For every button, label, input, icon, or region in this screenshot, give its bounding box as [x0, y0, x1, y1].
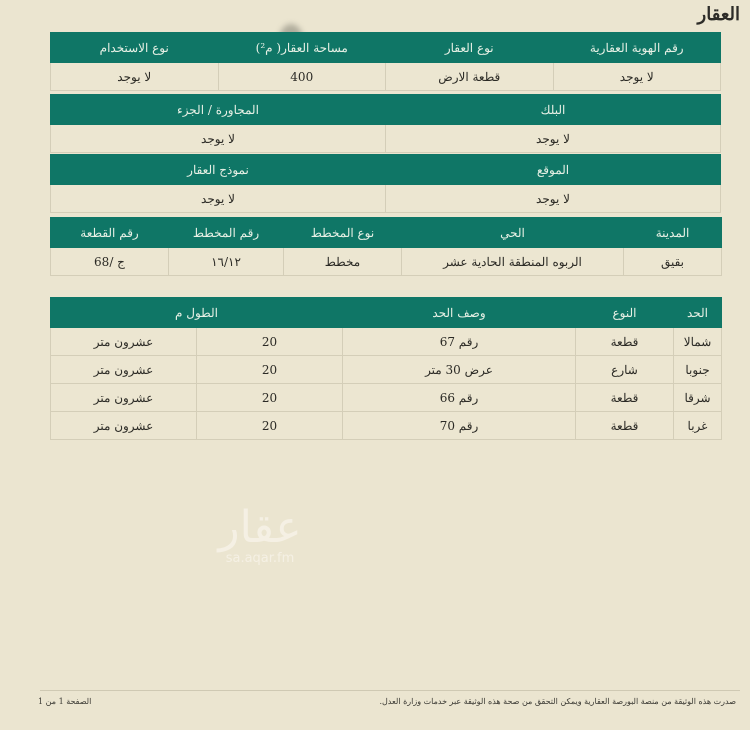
block-info-table: [50, 94, 721, 153]
header-length: الطول م: [51, 298, 343, 328]
header-district: الحي: [402, 218, 624, 248]
header-usage-type: نوع الاستخدام: [51, 33, 219, 63]
header-plan-type: نوع المخطط: [284, 218, 402, 248]
footer-note: صدرت هذه الوثيقة من منصة البورصة العقارية ويمكن التحقق من صحة هذه الوثيقة عبر خدمات وزارة العدل.: [379, 697, 736, 706]
boundary-desc: رقم 70: [343, 412, 576, 440]
boundary-length: 20: [197, 356, 343, 384]
watermark-logo-text: عقار: [218, 502, 302, 553]
header-plot-number: رقم القطعة: [51, 218, 169, 248]
header-boundary: الحد: [674, 298, 722, 328]
header-block: البلك: [386, 95, 721, 125]
boundary-length: 20: [197, 384, 343, 412]
boundary-side: غربا: [674, 412, 722, 440]
boundary-type: قطعة: [576, 328, 674, 356]
value-property-area: 400: [218, 63, 386, 91]
boundary-length-text: عشرون متر: [51, 356, 197, 384]
page-title: العقار: [697, 4, 740, 25]
header-location: الموقع: [386, 155, 721, 185]
header-description: وصف الحد: [343, 298, 576, 328]
boundary-length-text: عشرون متر: [51, 412, 197, 440]
boundary-row-south: [51, 356, 722, 384]
header-property-type: نوع العقار: [386, 33, 554, 63]
boundary-desc: عرض 30 متر: [343, 356, 576, 384]
value-property-model: لا يوجد: [51, 185, 386, 213]
boundary-row-north: [51, 328, 722, 356]
header-type: النوع: [576, 298, 674, 328]
value-city: بقيق: [624, 248, 722, 276]
aqar-watermark: [200, 502, 320, 566]
value-plot-number: ج /68: [51, 248, 169, 276]
value-plan-type: مخطط: [284, 248, 402, 276]
boundaries-table: [50, 297, 722, 440]
boundary-desc: رقم 66: [343, 384, 576, 412]
value-location: لا يوجد: [386, 185, 721, 213]
location-info-table: [50, 154, 721, 213]
boundary-row-west: [51, 412, 722, 440]
header-plan-number: رقم المخطط: [169, 218, 284, 248]
header-property-id: رقم الهوية العقارية: [553, 33, 721, 63]
value-block: لا يوجد: [386, 125, 721, 153]
plan-info-table: [50, 217, 722, 276]
boundary-side: شرقا: [674, 384, 722, 412]
property-info-table: [50, 32, 721, 91]
boundary-length-text: عشرون متر: [51, 384, 197, 412]
boundary-length-text: عشرون متر: [51, 328, 197, 356]
boundary-type: قطعة: [576, 384, 674, 412]
footer-divider: [40, 690, 740, 691]
watermark-url: sa.aqar.fm: [225, 551, 295, 566]
boundary-length: 20: [197, 328, 343, 356]
boundary-type: شارع: [576, 356, 674, 384]
value-district: الربوه المنطقة الحادية عشر: [402, 248, 624, 276]
value-property-type: قطعة الارض: [386, 63, 554, 91]
value-usage-type: لا يوجد: [51, 63, 219, 91]
header-city: المدينة: [624, 218, 722, 248]
value-plan-number: ١٦/١٢: [169, 248, 284, 276]
boundary-side: شمالا: [674, 328, 722, 356]
header-property-model: نموذج العقار: [51, 155, 386, 185]
page-number: الصفحة 1 من 1: [38, 697, 92, 706]
boundary-type: قطعة: [576, 412, 674, 440]
boundary-side: جنوبا: [674, 356, 722, 384]
header-neighborhood-part: المجاورة / الجزء: [51, 95, 386, 125]
header-property-area: مساحة العقار( م²): [218, 33, 386, 63]
value-property-id: لا يوجد: [553, 63, 721, 91]
value-neighborhood-part: لا يوجد: [51, 125, 386, 153]
boundary-desc: رقم 67: [343, 328, 576, 356]
boundary-length: 20: [197, 412, 343, 440]
boundary-row-east: [51, 384, 722, 412]
